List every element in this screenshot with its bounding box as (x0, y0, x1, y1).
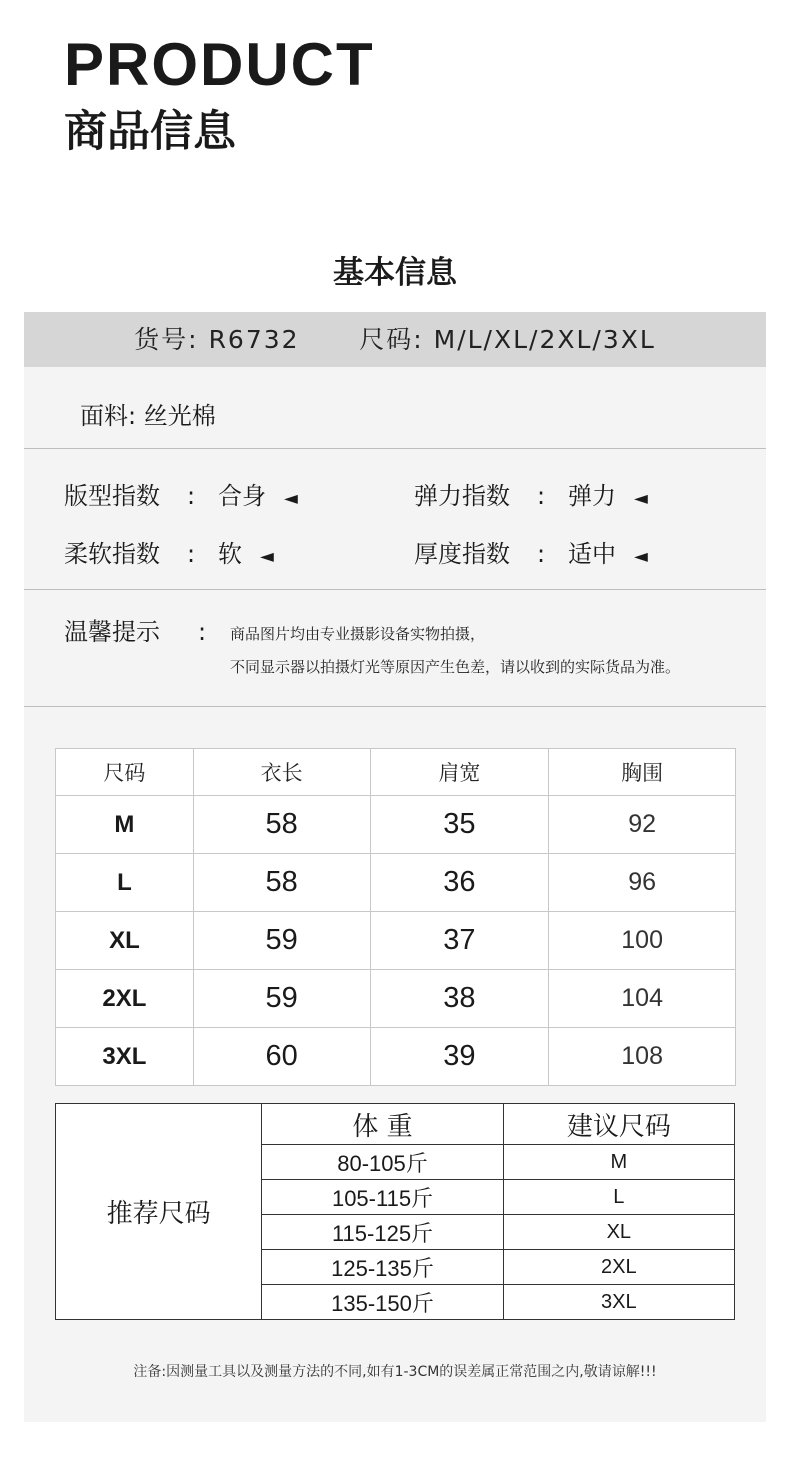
item-no-label: 货号: (134, 325, 199, 354)
chest-cell: 104 (549, 970, 736, 1028)
length-cell: 58 (193, 854, 370, 912)
divider (24, 448, 766, 449)
table-header: 衣长 (193, 749, 370, 796)
weight-cell: 80-105斤 (262, 1145, 503, 1180)
shoulder-cell: 36 (370, 854, 549, 912)
table-header-row (56, 1104, 735, 1145)
index-elasticity (414, 476, 648, 519)
size-cell: 3XL (503, 1285, 734, 1320)
table-header: 体 重 (262, 1104, 503, 1145)
size-table (55, 748, 736, 1086)
length-cell: 60 (193, 1028, 370, 1086)
marker-icon: ◄ (284, 488, 298, 509)
index-value: 适中 (568, 540, 616, 568)
item-no: R6732 (208, 325, 300, 354)
table-row (56, 1028, 736, 1086)
section-title: 基本信息 (333, 255, 457, 291)
index-value: 弹力 (568, 482, 616, 510)
marker-icon: ◄ (634, 546, 648, 567)
measurement-note: 注备:因测量工具以及测量方法的不同,如有1-3CM的误差属正常范围之内,敬请谅解!!! (133, 1364, 657, 1380)
table-row (56, 912, 736, 970)
index-thickness (414, 534, 648, 577)
table-header: 胸围 (549, 749, 736, 796)
size-cell: M (56, 796, 194, 854)
weight-cell: 125-135斤 (262, 1250, 503, 1285)
index-colon: : (186, 540, 196, 568)
size-cell: 3XL (56, 1028, 194, 1086)
index-value: 合身 (218, 482, 266, 510)
length-cell: 58 (193, 796, 370, 854)
tips-line: 商品图片均由专业摄影设备实物拍摄， (230, 625, 486, 643)
index-label: 版型指数 (64, 482, 160, 510)
table-row (56, 970, 736, 1028)
tips-line: 不同显示器以拍摄灯光等原因产生色差，请以收到的实际货品为准。 (230, 658, 681, 676)
chest-cell: 92 (549, 796, 736, 854)
table-header-row (56, 749, 736, 796)
size-cell: 2XL (503, 1250, 734, 1285)
basic-info-text (24, 312, 766, 367)
table-row (56, 796, 736, 854)
length-cell: 59 (193, 970, 370, 1028)
recommend-table (55, 1103, 735, 1320)
size-label: 尺码: (359, 325, 424, 354)
index-softness (64, 534, 274, 577)
length-cell: 59 (193, 912, 370, 970)
size-cell: M (503, 1145, 734, 1180)
fabric-info (80, 393, 216, 439)
chest-cell: 108 (549, 1028, 736, 1086)
divider (24, 706, 766, 707)
chest-cell: 100 (549, 912, 736, 970)
table-header: 肩宽 (370, 749, 549, 796)
size-cell: L (56, 854, 194, 912)
index-colon: : (536, 540, 546, 568)
index-label: 厚度指数 (414, 540, 510, 568)
index-fit (64, 476, 298, 519)
marker-icon: ◄ (634, 488, 648, 509)
chest-cell: 96 (549, 854, 736, 912)
marker-icon: ◄ (260, 546, 274, 567)
index-colon: : (536, 482, 546, 510)
shoulder-cell: 38 (370, 970, 549, 1028)
weight-cell: 105-115斤 (262, 1180, 503, 1215)
tips-label: 温馨提示 (64, 618, 160, 646)
table-header: 尺码 (56, 749, 194, 796)
index-label: 柔软指数 (64, 540, 160, 568)
index-label: 弹力指数 (414, 482, 510, 510)
size-cell: 2XL (56, 970, 194, 1028)
divider (24, 589, 766, 590)
fabric-label: 面料: (80, 402, 137, 430)
weight-cell: 115-125斤 (262, 1215, 503, 1250)
size-cell: L (503, 1180, 734, 1215)
weight-cell: 135-150斤 (262, 1285, 503, 1320)
shoulder-cell: 35 (370, 796, 549, 854)
shoulder-cell: 37 (370, 912, 549, 970)
tips-colon: : (198, 618, 207, 646)
title-cn: 商品信息 (64, 107, 236, 157)
fabric-value: 丝光棉 (143, 402, 216, 430)
size-cell: XL (56, 912, 194, 970)
shoulder-cell: 39 (370, 1028, 549, 1086)
size-list: M/L/XL/2XL/3XL (433, 325, 656, 354)
title-en: PRODUCT (64, 31, 375, 98)
size-cell: XL (503, 1215, 734, 1250)
index-colon: : (186, 482, 196, 510)
recommend-title: 推荐尺码 (56, 1104, 262, 1320)
table-header: 建议尺码 (503, 1104, 734, 1145)
table-row (56, 854, 736, 912)
index-value: 软 (218, 540, 242, 568)
